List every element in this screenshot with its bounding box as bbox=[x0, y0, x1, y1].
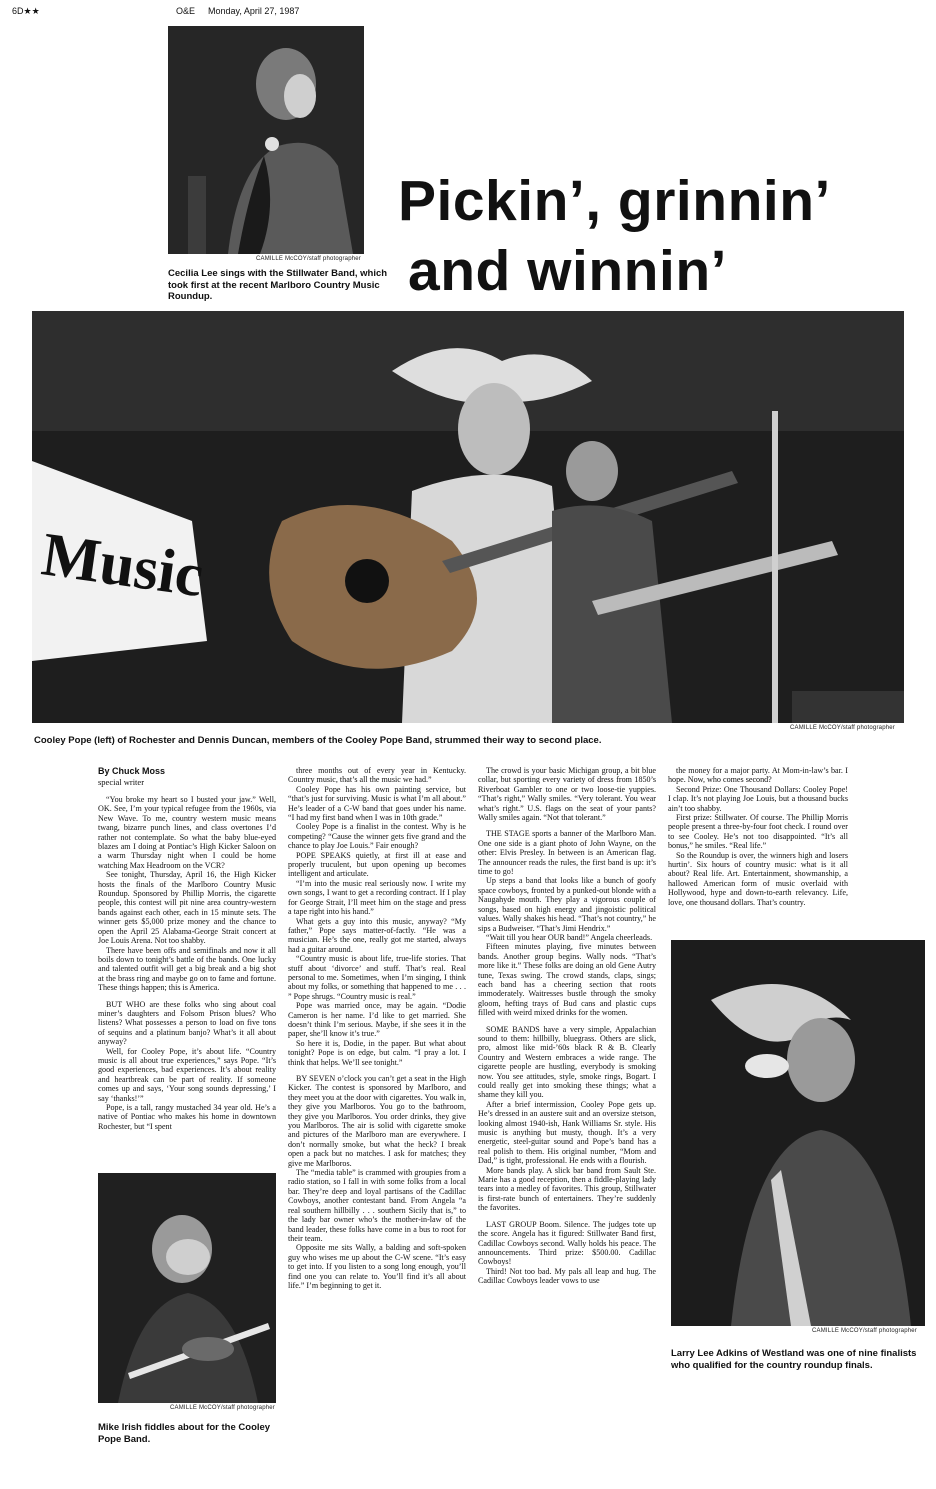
fiddle-photo bbox=[98, 1173, 276, 1403]
article-column-3 bbox=[478, 766, 656, 1486]
paragraph: Opposite me sits Wally, a balding and soft-spoken guy who wises me up about the C-W scene. “It’s easy to get into. If you listen to a song long enough, you’ll find one you can relate to. You’ll find it’s all about life.” I’m beginning to get it. bbox=[288, 1243, 466, 1290]
paragraph: More bands play. A slick bar band from Sault Ste. Marie has a good reception, then a fiddle-playing lady tears into a medley of favorites. This group, Stillwater is first-rate bunch of entertainers. They’re suddenly the favorites. bbox=[478, 1165, 656, 1213]
paragraph: “I’m into the music real seriously now. I write my own songs, I want to get a recording contract. If I play for George Strait, I’ll meet him on the stage and press a tape right into his hand.” bbox=[288, 878, 466, 917]
right-photo-smoker bbox=[671, 940, 925, 1326]
right-photo-caption: Larry Lee Adkins of Westland was one of nine finalists who qualified for the country roundup finals. bbox=[671, 1348, 917, 1371]
headline-line-1: Pickin’, grinnin’ bbox=[398, 169, 831, 233]
paragraph: See tonight, Thursday, April 16, the High Kicker hosts the finals of the Marlboro Country Music Roundup. Sponsored by Phillip Morris, the cigarette people, this contest will pit nine area country-western bands against each other, each in 15 minute sets. The winner gets $5,000 prize money and the chance to open the April 25 Alabama-George Strait concert at Joe Louis Arena. Not too shabby. bbox=[98, 870, 276, 946]
article-column-4 bbox=[668, 766, 848, 936]
paragraph: Cooley Pope has his own painting service, but “that’s just for surviving. Music is what I’m all about.” He’s leader of a C-W band that goes under his name. “I had my first band when I was in 10th grade.” bbox=[288, 784, 466, 823]
byline-name: By Chuck Moss bbox=[98, 766, 166, 776]
fiddle-photo-credit: CAMILLE McCOY/staff photographer bbox=[170, 1405, 276, 1411]
paragraph: BUT WHO are these folks who sing about coal miner’s daughters and Folsom Prison blues? Who listens? What possesses a person to load on five tons of sequins and a platinum banjo? What’s it all about anyway? bbox=[98, 999, 276, 1047]
issue-date: Monday, April 27, 1987 bbox=[208, 6, 300, 16]
main-photo-caption: Cooley Pope (left) of Rochester and Dennis Duncan, members of the Cooley Pope Band, strummed their way to second place. bbox=[34, 735, 602, 746]
top-photo-credit: CAMILLE McCOY/staff photographer bbox=[256, 256, 362, 262]
paragraph: the money for a major party. At Mom-in-law’s bar. I hope. Now, who comes second? bbox=[668, 766, 848, 785]
paragraph: After a brief intermission, Cooley Pope gets up. He’s dressed in an austere suit and an oversize stetson, looking almost 1940-ish, Hank Williams Sr. style. His music is anything but musty, though. It’s a very energetic, steel-guitar sound and Pope’s band has a real polish to them. His original number, “Mom and Dad,” is tight, professional. He ends with a flourish. bbox=[478, 1099, 656, 1166]
fiddle-photo-caption: Mike Irish fiddles about for the Cooley Pope Band. bbox=[98, 1422, 271, 1445]
section-name: O&E bbox=[176, 6, 196, 16]
byline-role: special writer bbox=[98, 777, 145, 787]
paragraph: Fifteen minutes playing, five minutes between bands. Another group begins. Wally nods. “That’s more like it.” These folks are doing an old Gene Autry tune, Texas swing. The crowd stands, claps, sings; each band has a cheering section that roots immoderately. Waitresses bustle through the smoky gloom, hefting trays of Bud cans and plastic cups filled with weird mixed drinks for the women. bbox=[478, 942, 656, 1018]
main-photo-credit: CAMILLE McCOY/staff photographer bbox=[790, 725, 896, 731]
main-photo-guitarists bbox=[32, 311, 904, 723]
paragraph: Cooley Pope is a finalist in the contest. Why is he competing? “Cause the winner gets five grand and the chance to play Joe Louis.” Fair enough? bbox=[288, 822, 466, 851]
banner-text: Music bbox=[37, 520, 208, 611]
headline-line-2: and winnin’ bbox=[408, 239, 727, 303]
paragraph: The “media table” is crammed with groupies from a radio station, so I fall in with some folks from a local bar. They’re deep and loyal partisans of the Cadillac Cowboys, another contestant band. From Angela “a real southern hillbilly . . . southern Sicily that is,” to the lady bar owner who’s the mother-in-law of the band leader, these folks have come in a bus to root for their team. bbox=[288, 1168, 466, 1243]
right-photo-credit: CAMILLE McCOY/staff photographer bbox=[812, 1328, 918, 1334]
paragraph: Pope was married once, may be again. “Dodie Cameron is her name. I’d like to get married. She doesn’t think I’m serious. Maybe, if she sees it in the paper, she’ll know it’s true.” bbox=[288, 1001, 466, 1039]
paragraph: three months out of every year in Kentucky. Country music, that’s all the music we had.” bbox=[288, 766, 466, 785]
paragraph: SOME BANDS have a very simple, Appalachian sound to them: hillbilly, bluegrass. Others are slick, pro, almost like mid-’60s black R & B. Clearly Country and Western embraces a wide range. The cigarette people are hustling, everybody is smoking now. You see attitudes, style, smoke rings, Bogart. I could really get into smoking these things; what a shame they kill you. bbox=[478, 1024, 656, 1100]
top-photo-singer bbox=[168, 26, 364, 254]
paragraph: “Country music is about life, true-life stories. That stuff about ‘divorce’ and stuff. That’s real. Real personal to me. Sometimes, when I’m singing, I think about my folks, or something that happened to me . . . ” Pope shrugs. “Country music is real.” bbox=[288, 954, 466, 1001]
paragraph: LAST GROUP Boom. Silence. The judges tote up the score. Angela has it figured: Stillwater Band first, Cadillac Cowboys second. Wally holds his peace. The announcements. Third prize: $500.00. Cadillac Cowboys! bbox=[478, 1219, 656, 1267]
paragraph: “You broke my heart so I busted your jaw.” Well, OK. See, I’m your typical refugee from the 1960s, via New Wave. To me, country western music means twang, bizarre punch lines, and class overtones I’d rather not contemplate. So what the baby blue-eyed blazes am I doing at Pontiac’s High Kicker Saloon on a warm Thursday night when I could be home watching Max Headroom on the VCR? bbox=[98, 795, 276, 870]
paragraph: So the Roundup is over, the winners high and losers hurtin’. Six hours of country music: what is it all about? Real life. Art. Entertainment, showmanship, a hallowed American form of music overlaid with Hollywood, hype and down-to-earth relevancy. Life, love, one thousand dollars. That’s country. bbox=[668, 850, 848, 907]
paragraph: BY SEVEN o’clock you can’t get a seat in the High Kicker. The contest is sponsored by Marlboro, and they meet you at the door with cigarettes. You walk in, they give you Marlboros. You go to the bathroom, they give you Marlboros. You order drinks, they give you Marlboros. The air is solid with cigarette smoke and pictures of the Marlboro man are everywhere. I don’t normally smoke, but what the heck? I break open a pack but no matches. I ask for matches; they give me Marlboros. bbox=[288, 1074, 466, 1168]
paragraph: There have been offs and semifinals and now it all boils down to tonight’s battle of the bands. One lucky and talented outfit will get a big break and a big shot at the brass ring and maybe go on to fame and fortune. These things happen; this is America. bbox=[98, 945, 276, 993]
article-column-2 bbox=[288, 766, 466, 1486]
paragraph: Third! Not too bad. My pals all leap and hug. The Cadillac Cowboys leader vows to use bbox=[478, 1266, 656, 1286]
article-column-1 bbox=[98, 766, 276, 1166]
paragraph: Up steps a band that looks like a bunch of goofy space cowboys, fronted by a punked-out blonde with a Naugahyde mouth. They play a vigorous couple of songs, based on high energy and jingoistic political values. Wally shakes his head. “That’s not country,” he sips a Budweiser. “That’s Jimi Hendrix.” bbox=[478, 876, 656, 933]
paragraph: So here it is, Dodie, in the paper. But what about tonight? Pope is on edge, but calm. “I pray a lot. I think that helps. We’ll see tonight.” bbox=[288, 1038, 466, 1067]
paragraph: First prize: Stillwater. Of course. The Phillip Morris people present a three-by-four foot check. I round over to see Cooley. He’s not too disappointed. “It’s all bonus,” he smiles. “Real life.” bbox=[668, 813, 848, 851]
paragraph: The crowd is your basic Michigan group, a bit blue collar, but sporting every variety of dress from 1850’s Riverboat Gambler to one or two loose-tie yuppies. “That’s right,” Wally smiles. “Very tolerant. You wear what’s right.” U.S. flags on the seat of your pants? Wally smiles again. “Not that tolerant.” bbox=[478, 766, 656, 823]
paragraph: POPE SPEAKS quietly, at first ill at ease and properly truculent, but upon opening up becomes intelligent and articulate. bbox=[288, 850, 466, 879]
paragraph: Second Prize: One Thousand Dollars: Cooley Pope! I clap. It’s not playing Joe Louis, but a thousand bucks ain’t too shabby. bbox=[668, 784, 848, 813]
paragraph: Pope, is a tall, rangy mustached 34 year old. He’s a native of Pontiac who makes his home in downtown Rochester, but “I spent bbox=[98, 1103, 276, 1131]
paragraph: THE STAGE sports a banner of the Marlboro Man. One one side is a giant photo of John Wayne, on the other: Elvis Presley. In between is an American flag. The announcer reads the rules, the first band is up: it’s time to go! bbox=[478, 829, 656, 877]
top-photo-caption: Cecilia Lee sings with the Stillwater Band, which took first at the recent Marlboro Country Music Roundup. bbox=[168, 268, 388, 302]
page-number: 6D★★ bbox=[12, 6, 40, 16]
paragraph: “Wait till you hear OUR band!” Angela cheerleads. bbox=[486, 932, 653, 942]
paragraph: What gets a guy into this music, anyway? “My father,” Pope says matter-of-factly. “He was a musician. He’s the one, really got me started, always had a guitar around. bbox=[288, 916, 466, 954]
paragraph: Well, for Cooley Pope, it’s about life. “Country music is all about true experiences,” says Pope. “It’s good experiences, bad experiences. It’s about reality and heartbreak can be part of reality. If someone comes up and says, ‘Your song sounds depressing,’ I say ‘thanks!’” bbox=[98, 1046, 276, 1103]
